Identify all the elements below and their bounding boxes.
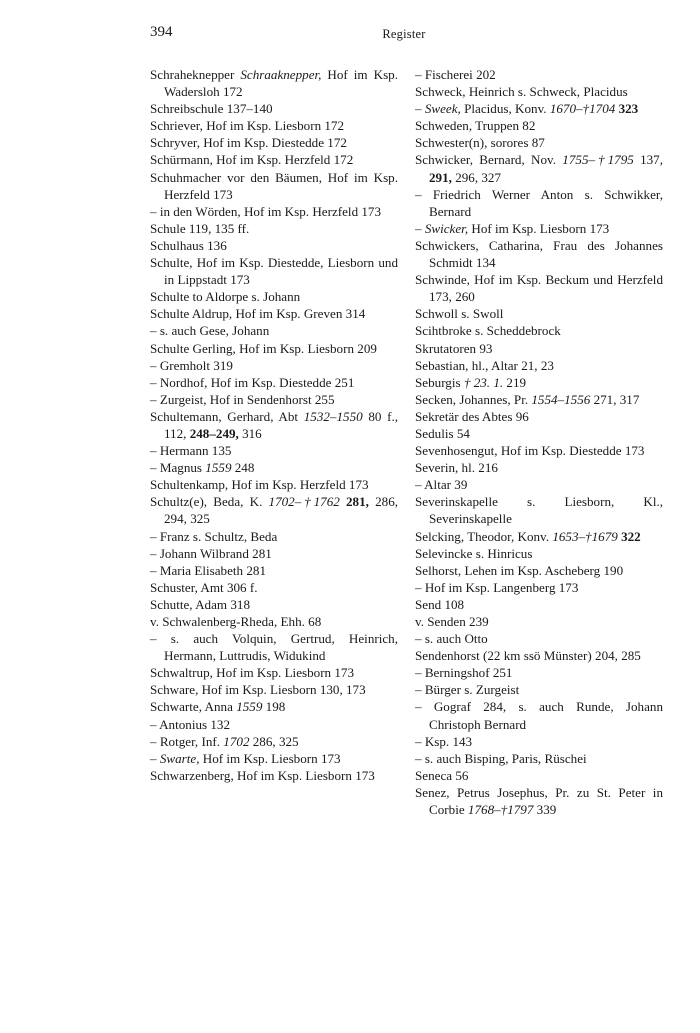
- index-entry: [415, 664, 663, 681]
- index-entry: [415, 698, 663, 732]
- index-entry-text: 1559: [205, 460, 232, 476]
- index-entry: [150, 750, 398, 767]
- index-entry-text: 339: [533, 802, 557, 818]
- index-entry: [150, 203, 398, 220]
- index-entry: [150, 613, 398, 630]
- index-entry: [150, 100, 398, 117]
- index-entry-text: – Rotger, Inf.: [150, 733, 224, 749]
- index-entry: [150, 698, 398, 715]
- index-entry-text: Hof im Ksp. Liesborn 173: [468, 220, 610, 236]
- index-entry: [415, 476, 663, 493]
- index-entry-text: 80 f., 112,: [164, 408, 398, 441]
- index-entry-text: 286, 294, 325: [164, 494, 399, 527]
- index-entry-text: –: [415, 220, 425, 236]
- index-entry: [415, 271, 663, 305]
- index-entry-text: Swarte,: [159, 750, 200, 766]
- index-entry-text: 1532–1550: [303, 408, 363, 424]
- index-entry-text: – Zurgeist, Hof in Sendenhorst 255: [150, 391, 335, 407]
- index-entry-text: Schryver, Hof im Ksp. Diestedde 172: [150, 135, 347, 151]
- index-entry-text: † 23. 1.: [463, 374, 504, 390]
- index-entry-text: – Franz s. Schultz, Beda: [150, 528, 278, 544]
- index-entry-text: 291,: [429, 169, 452, 185]
- index-entry: [150, 716, 398, 733]
- index-entry-text: 281,: [346, 494, 369, 510]
- index-entry-text: Schriever, Hof im Ksp. Liesborn 172: [150, 118, 345, 134]
- index-entry-text: Sweek,: [424, 101, 461, 117]
- index-entry: [415, 442, 663, 459]
- index-entry: [415, 528, 663, 545]
- index-entry: [150, 357, 398, 374]
- index-entry: [150, 545, 398, 562]
- index-entry-text: Sebastian, hl., Altar 21, 23: [415, 357, 554, 373]
- index-entry-text: Selhorst, Lehen im Ksp. Ascheberg 190: [415, 562, 624, 578]
- index-entry-text: Severinskapelle s. Liesborn, Kl., Severinskapelle: [415, 494, 663, 527]
- index-entry-text: 1554–1556: [531, 391, 591, 407]
- index-entry-text: – Gograf 284, s. auch Runde, Johann Christoph Bernard: [415, 699, 663, 732]
- index-column-left: [150, 66, 398, 784]
- index-entry-text: Sendenhorst (22 km ssö Münster) 204, 285: [415, 648, 641, 664]
- index-entry-text: Schule 119, 135 ff.: [150, 220, 250, 236]
- index-entry: [150, 117, 398, 134]
- index-column-right: [415, 66, 663, 818]
- index-entry: [415, 237, 663, 271]
- index-entry-text: Schwaltrup, Hof im Ksp. Liesborn 173: [150, 665, 355, 681]
- index-entry-text: 1702: [223, 733, 250, 749]
- index-entry-text: Schürmann, Hof im Ksp. Herzfeld 172: [150, 152, 354, 168]
- index-entry: [415, 374, 663, 391]
- index-entry-text: Secken, Johannes, Pr.: [415, 391, 532, 407]
- index-entry-text: 248–249,: [189, 425, 239, 441]
- index-entry: [415, 493, 663, 527]
- index-entry-text: Hof im Ksp. Liesborn 173: [199, 750, 341, 766]
- index-entry-text: Schutte, Adam 318: [150, 596, 251, 612]
- index-entry-text: – Johann Wilbrand 281: [150, 545, 272, 561]
- index-entry-text: 316: [238, 425, 262, 441]
- index-entry-text: 198: [262, 699, 286, 715]
- index-entry-text: Schultz(e), Beda, K.: [150, 494, 269, 510]
- index-entry: [415, 630, 663, 647]
- index-entry-text: – Bürger s. Zurgeist: [415, 682, 520, 698]
- index-entry: [415, 391, 663, 408]
- page-number: 394: [150, 24, 173, 40]
- index-entry: [415, 408, 663, 425]
- index-entry-text: –: [415, 101, 425, 117]
- index-entry: [415, 220, 663, 237]
- index-entry-text: Selcking, Theodor, Konv.: [415, 528, 553, 544]
- index-entry-text: Sedulis 54: [415, 425, 470, 441]
- running-title: Register: [382, 27, 426, 41]
- index-entry: [415, 784, 663, 818]
- index-entry: [415, 83, 663, 100]
- index-entry: [150, 528, 398, 545]
- index-entry: [150, 630, 398, 664]
- index-entry: [150, 681, 398, 698]
- index-entry-text: Skrutatoren 93: [415, 340, 493, 356]
- index-entry-text: 219: [503, 374, 527, 390]
- index-entry: [415, 100, 663, 117]
- index-entry-text: – Altar 39: [415, 477, 468, 493]
- index-entry-text: Schulte Gerling, Hof im Ksp. Liesborn 209: [150, 340, 377, 356]
- index-entry-text: Seneca 56: [415, 767, 469, 783]
- index-entry: [150, 322, 398, 339]
- index-entry: [415, 767, 663, 784]
- index-entry: [150, 391, 398, 408]
- index-entry-text: Schreibschule 137–140: [150, 101, 273, 117]
- index-entry: [415, 425, 663, 442]
- index-entry-text: Schuster, Amt 306 f.: [150, 579, 258, 595]
- index-entry: [150, 169, 398, 203]
- index-entry-text: – Maria Elisabeth 281: [150, 562, 266, 578]
- index-entry-text: 271, 317: [590, 391, 640, 407]
- index-entry-text: Schweck, Heinrich s. Schweck, Placidus: [415, 84, 628, 100]
- index-entry-text: – Antonius 132: [150, 716, 231, 732]
- index-entry-text: 1670–†1704: [549, 101, 616, 117]
- index-entry: [415, 750, 663, 767]
- index-entry-text: Senez, Petrus Josephus, Pr. zu St. Peter in Corbie: [415, 784, 663, 818]
- index-entry: [415, 305, 663, 322]
- index-entry-text: Schulte to Aldorpe s. Johann: [150, 289, 301, 305]
- index-entry: [150, 733, 398, 750]
- index-entry-text: – Magnus: [150, 460, 206, 476]
- index-entry-text: 322: [621, 528, 641, 544]
- index-entry-text: 248: [231, 460, 255, 476]
- index-entry: [415, 340, 663, 357]
- index-entry: [150, 66, 398, 100]
- index-entry: [150, 596, 398, 613]
- index-entry: [150, 493, 398, 527]
- index-entry: [415, 613, 663, 630]
- index-entry-text: – Nordhof, Hof im Ksp. Diestedde 251: [150, 374, 355, 390]
- index-entry-text: Schulte, Hof im Ksp. Diestedde, Liesborn und in Lippstadt 173: [150, 255, 398, 288]
- index-entry: [415, 117, 663, 134]
- index-entry: [415, 151, 663, 185]
- index-entry-text: 1755–†1795: [562, 152, 634, 168]
- index-entry-text: Schraaknepper,: [240, 67, 322, 82]
- index-entry-text: Sekretär des Abtes 96: [415, 408, 529, 424]
- index-entry-text: – Ksp. 143: [415, 733, 473, 749]
- index-entry-text: – Berningshof 251: [415, 665, 513, 681]
- index-entry-text: Severin, hl. 216: [415, 460, 498, 476]
- index-entry-text: – s. auch Gese, Johann: [150, 323, 270, 339]
- index-entry-text: 323: [618, 101, 639, 117]
- index-entry-text: – Friedrich Werner Anton s. Schwikker, Bernard: [415, 186, 663, 219]
- index-entry: [150, 151, 398, 168]
- index-entry: [150, 664, 398, 681]
- index-entry: [415, 647, 663, 664]
- index-entry-text: 286, 325: [249, 733, 299, 749]
- index-entry: [150, 237, 398, 254]
- index-entry: [150, 340, 398, 357]
- index-entry-text: Selevincke s. Hinricus: [415, 545, 533, 561]
- index-entry: [415, 596, 663, 613]
- index-entry: [150, 288, 398, 305]
- index-entry-text: Schware, Hof im Ksp. Liesborn 130, 173: [150, 682, 366, 698]
- index-entry-text: – Hermann 135: [150, 443, 232, 459]
- index-entry: [150, 579, 398, 596]
- index-entry-text: – Hof im Ksp. Langenberg 173: [415, 579, 579, 595]
- index-entry: [150, 305, 398, 322]
- index-entry-text: Hof im Ksp. Wadersloh 172: [164, 67, 398, 100]
- index-entry-text: Schwester(n), sorores 87: [415, 135, 545, 151]
- index-entry: [415, 322, 663, 339]
- index-entry-text: –: [150, 750, 160, 766]
- index-entry-text: 1653–†1679: [552, 528, 618, 544]
- index-entry-text: – s. auch Otto: [415, 631, 488, 647]
- index-entry: [415, 545, 663, 562]
- index-entry: [150, 767, 398, 784]
- index-entry-text: Schwoll s. Swoll: [415, 306, 504, 322]
- index-entry-text: Schuhmacher vor den Bäumen, Hof im Ksp. Herzfeld 173: [150, 169, 398, 202]
- index-entry: [150, 459, 398, 476]
- index-entry-text: Schultemann, Gerhard, Abt: [150, 408, 304, 424]
- index-entry: [150, 476, 398, 493]
- index-entry: [415, 579, 663, 596]
- index-entry-text: – in den Wörden, Hof im Ksp. Herzfeld 173: [150, 203, 382, 219]
- index-entry-text: 1768–†1797: [467, 802, 534, 818]
- index-entry: [415, 134, 663, 151]
- index-entry: [150, 562, 398, 579]
- index-entry-text: Schulhaus 136: [150, 237, 227, 253]
- index-entry-text: Schwarzenberg, Hof im Ksp. Liesborn 173: [150, 767, 375, 783]
- index-entry-text: 1559: [236, 699, 263, 715]
- index-entry: [415, 562, 663, 579]
- index-entry: [415, 733, 663, 750]
- index-entry-text: Send 108: [415, 596, 465, 612]
- index-entry: [415, 459, 663, 476]
- index-entry-text: – Gremholt 319: [150, 357, 233, 373]
- index-entry: [150, 134, 398, 151]
- index-entry-text: Schwicker, Bernard, Nov.: [415, 152, 563, 168]
- index-entry: [415, 357, 663, 374]
- index-entry-text: 296, 327: [451, 169, 502, 185]
- index-entry-text: 1702–†1762: [268, 494, 340, 510]
- index-entry-text: Schultenkamp, Hof im Ksp. Herzfeld 173: [150, 477, 369, 493]
- page-header: [150, 24, 658, 46]
- index-entry-text: Schwickers, Catharina, Frau des Johannes Schmidt 134: [415, 237, 663, 271]
- index-entry: [150, 374, 398, 391]
- index-entry: [150, 408, 398, 442]
- index-entry-text: Schwarte, Anna: [150, 699, 237, 715]
- index-entry-text: Schulte Aldrup, Hof im Ksp. Greven 314: [150, 306, 366, 322]
- index-entry-text: Schraheknepper: [150, 67, 241, 82]
- index-entry: [415, 186, 663, 220]
- index-entry: [150, 442, 398, 459]
- index-entry-text: v. Schwalenberg-Rheda, Ehh. 68: [150, 614, 322, 629]
- index-entry-text: Seburgis: [415, 374, 464, 390]
- index-entry-text: – Fischerei 202: [415, 67, 496, 82]
- index-entry-text: 137,: [633, 152, 663, 168]
- index-entry-text: Sevenhosengut, Hof im Ksp. Diestedde 173: [415, 443, 645, 459]
- index-entry-text: v. Senden 239: [415, 614, 489, 629]
- index-entry-text: – s. auch Bisping, Paris, Rüschei: [415, 750, 587, 766]
- index-entry-text: Schwinde, Hof im Ksp. Beckum und Herzfeld 173, 260: [415, 272, 663, 305]
- index-entry-text: Placidus, Konv.: [460, 101, 550, 117]
- index-entry: [415, 66, 663, 83]
- index-entry-text: Schweden, Truppen 82: [415, 118, 536, 134]
- index-entry-text: Swicker,: [424, 220, 469, 236]
- index-entry: [150, 254, 398, 288]
- index-entry-text: Scihtbroke s. Scheddebrock: [415, 323, 561, 339]
- index-entry: [415, 681, 663, 698]
- index-entry: [150, 220, 398, 237]
- index-entry-text: – s. auch Volquin, Gertrud, Heinrich, Hermann, Luttrudis, Widukind: [150, 631, 398, 664]
